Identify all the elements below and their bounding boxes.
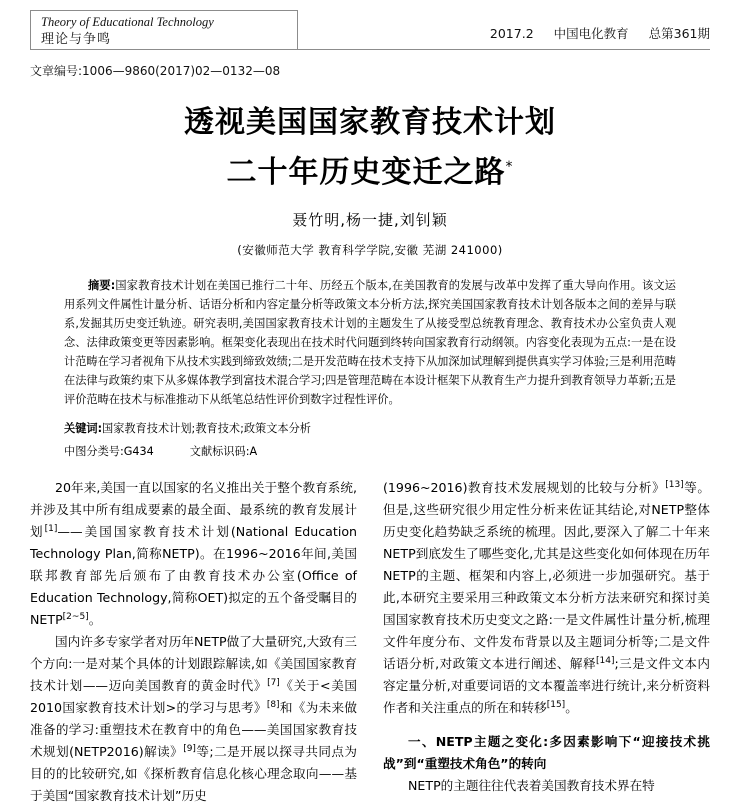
page-title-line2 — [60, 145, 680, 195]
doc-code-label: 文献标识码: — [189, 445, 250, 458]
journal-title-en: Theory of Educational Technology — [41, 15, 214, 29]
page-title-line1: 透视美国国家教育技术计划 — [184, 105, 556, 140]
journal-title-cn: 理论与争鸣 — [41, 32, 112, 47]
affiliation: (安徽师范大学 教育科学学院,安徽 芜湖 241000) — [237, 243, 503, 257]
body-columns — [30, 477, 710, 807]
clc-label: 中图分类号: — [64, 445, 124, 458]
serial-number: 总第361期 — [648, 26, 710, 41]
abstract-block — [64, 276, 676, 461]
header-issue-info — [490, 24, 710, 42]
paragraph: NETP的主题往往代表着美国教育技术界在特 — [408, 778, 655, 793]
issue-date: 2017.2 — [489, 26, 534, 41]
journal-name: 中国电化教育 — [553, 26, 629, 41]
column-left — [30, 477, 357, 807]
title-block — [60, 101, 680, 258]
page-title-line2-text: 二十年历史变迁之路 — [226, 155, 506, 190]
article-number: 文章编号:1006—9860(2017)02—0132—08 — [30, 64, 281, 78]
title-footnote-marker: * — [505, 159, 514, 175]
clc-value: G434 — [123, 445, 154, 458]
doc-code-value: A — [249, 445, 258, 458]
journal-title-box — [30, 10, 298, 50]
keywords-label: 关键词: — [64, 422, 103, 435]
abstract-paragraph — [64, 276, 676, 409]
section-heading: 一、NETP主题之变化:多因素影响下“迎接技术挑战”到“重塑技术角色”的转向 — [383, 734, 710, 771]
paper-page — [0, 10, 740, 803]
keywords-text: 国家教育技术计划;教育技术;政策文本分析 — [102, 422, 311, 435]
page-header — [30, 10, 710, 50]
author-list: 聂竹明,杨一捷,刘钊颖 — [292, 211, 448, 229]
abstract-text: 国家教育技术计划在美国已推行二十年、历经五个版本,在美国教育的发展与改革中发挥了重大导向作用。该文运用系列文件属性计量分析、话语分析和内容定量分析等政策文本分析方法,探究美国国家教育技术计划各版本之间的差异与联系,发掘其历史变迁轨迹。研究表明,美国国家教育技术计划的主题发生了从接受型总统教育理念、教育技术办公室负责人观念、法律政策变更等因素影响。框架变化表现出在技术时代问题到终转向国家教育行动纲领。内容变化表现为五点:一是在设计范畴在学习者视角下从技术实践到缔致效绩;二是开发范畴在技术支持下从加深加试理解到提供真实学习体验;三是利用范畴在法律与政策约束下从多媒体教学到富技术混合学习;四是管理范畴在本设计框架下从教育生产力提升到教育领导力革新;五是评价范畴在技术与标准推动下从纸笔总结性评价到数字过程性评价。 — [64, 279, 676, 406]
keywords-line — [64, 419, 676, 438]
abstract-label: 摘要: — [88, 279, 116, 292]
paragraph: 国内许多专家学者对历年NETP做了大量研究,大致有三个方向:一是对某个具体的计划跟踪解读,如《美国国家教育技术计划——迈向美国教育的黄金时代》[7]《关于<美国2010国家教育技术计划>的学习与思考》[8]和《为未来做准备的学习:重塑技术在教育中的角色——美国国家教育技术规划(NETP2016)解读》[9]等;二是开展以探寻共同点为目的的比较研究,如《探析教育信息化核心理念取向——基于美国“国家教育技术计划”历史 — [30, 634, 358, 803]
column-right — [383, 477, 710, 797]
header-divider — [30, 49, 710, 50]
classification-line — [64, 442, 676, 461]
paragraph: 20年来,美国一直以国家的名义推出关于整个教育系统,并涉及其中所有组成要素的最全面、最系统的教育发展计划[1]——美国国家教育技术计划(National Education Technology Plan,简称NETP)。在1996~2016年间,美国联邦教育部先后颁布了由教育技术办公室(Office of Education Technology,简称OET)拟定的五个备受瞩目的NETP[2~5]。 — [30, 480, 358, 627]
paragraph: (1996~2016)教育技术发展规划的比较与分析》[13]等。但是,这些研究很少用定性分析来佐证其结论,对NETP整体历史变化趋势缺乏系统的梳理。因此,要深入了解二十年来NETP到底发生了哪些变化,尤其是这些变化如何体现在历年NETP的主题、框架和内容上,必须进一步加强研究。基于此,本研究主要采用三种政策文本分析方法来研究和探讨美国国家教育技术历史变文之路:一是文件属性计量分析,梳理文件年度分布、文件发布背景以及主题词分析等;二是文件话语分析,对政策文本进行阐述、解释[14];三是文件文本内容定量分析,对重要词语的文本覆盖率进行统计,来分析资料作者和关注重点的所在和转移[15]。 — [383, 479, 710, 715]
